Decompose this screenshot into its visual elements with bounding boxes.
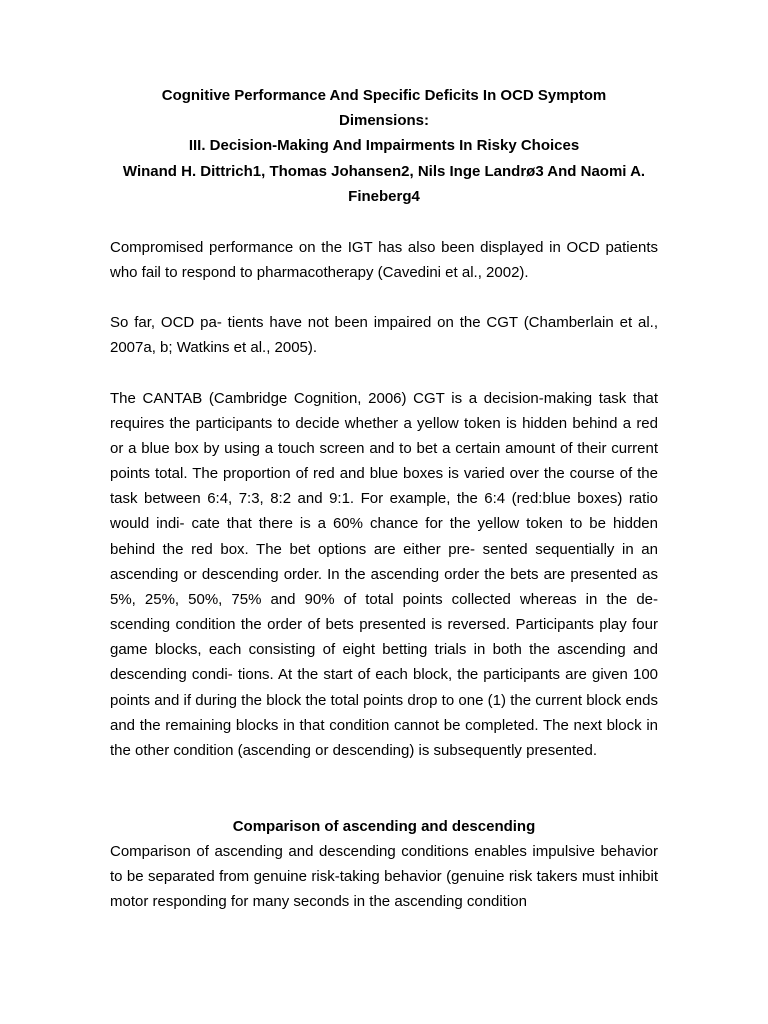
title-line-3: III. Decision-Making And Impairments In Risky Choices xyxy=(188,137,580,155)
paragraph-3: The CANTAB (Cambridge Cognition, 2006) CGT is a decision-making task that requires the participants to decide whether a yellow token is hidden behind a red or a blue box by using a touch screen and to bet a certain amount of their current points total. The proportion of red and blue boxes is varied over the course of the task between 6:4, 7:3, 8:2 and 9:1. For example, the 6:4 (red:blue boxes) ratio would indi- cate that there is a 60% chance for the yellow token to be hidden behind the red box. The bet options are either pre- sented sequentially in an ascending or descending order. In the ascending order the bets are presented as 5%, 25%, 50%, 75% and 90% of total points collected whereas in the de- scending condition the order of bets presented is reversed. Participants play four game blocks, each consisting of eight betting trials in both the ascending and descending condi- tions. At the start of each block, the participants are given 100 points and if during the block the total points drop to one (1) the current block ends and the remaining blocks in that condition cannot be completed. The next block in the other condition (ascending or descending) is subsequently presented. xyxy=(110,389,658,759)
paragraph-1: Compromised performance on the IGT has also been displayed in OCD patients who fail to respond to pharmacotherapy (Cavedini et al., 2002). xyxy=(110,239,658,282)
title-line-1: Cognitive Performance And Specific Deficits In OCD Symptom xyxy=(161,87,607,104)
section-heading: Comparison of ascending and descending xyxy=(232,817,536,835)
authors-line-2: Fineberg4 xyxy=(348,187,420,205)
title-line-2: Dimensions: xyxy=(338,112,429,130)
document-title xyxy=(110,83,658,209)
authors-line-1: Winand H. Dittrich1, Thomas Johansen2, Nils Inge Landrø3 And Naomi A. xyxy=(122,162,646,180)
section-paragraph: Comparison of ascending and descending conditions enables impulsive behavior to be separated from genuine risk-taking behavior (genuine risk takers must inhibit motor responding for many seconds in the ascending condition xyxy=(110,842,658,911)
document-page xyxy=(110,83,658,914)
paragraph-2: So far, OCD pa- tients have not been impaired on the CGT (Chamberlain et al., 2007a, b; Watkins et al., 2005). xyxy=(110,314,658,357)
